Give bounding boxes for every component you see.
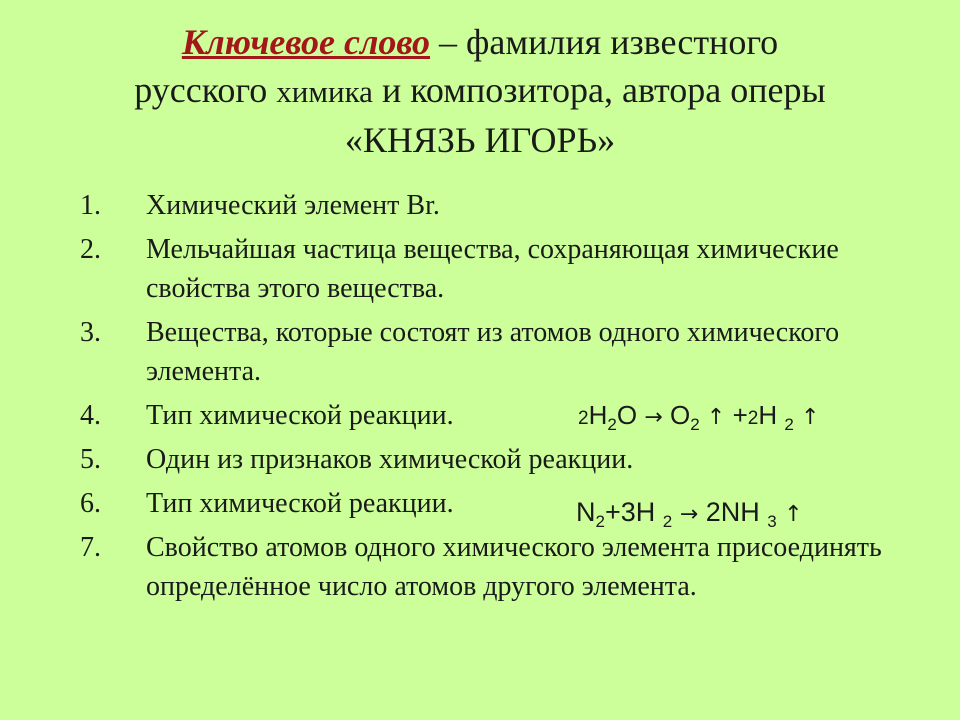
reaction-formula-decomposition <box>578 400 820 435</box>
item-number: 5. <box>80 444 101 475</box>
reaction-formula-synthesis <box>576 497 803 532</box>
gas-arrow-icon: ↑ <box>784 502 803 527</box>
slide-title <box>40 18 920 164</box>
item-text: Свойство атомов одного химического элемента присоединять определённое число атомов другого элемента. <box>146 532 882 602</box>
list-item <box>80 313 940 391</box>
title-line2-small: химика <box>276 74 373 109</box>
item-text: Мельчайшая частица вещества, сохраняющая химические свойства этого вещества. <box>146 234 839 304</box>
item-text: Химический элемент Br. <box>146 190 440 221</box>
subscript: 3 <box>767 512 777 531</box>
plus: + <box>732 400 748 430</box>
title-line1-rest: – фамилия известного <box>430 22 779 62</box>
symbol: 2NH <box>705 497 760 527</box>
list-item <box>80 484 940 523</box>
title-line3: «КНЯЗЬ ИГОРЬ» <box>344 120 616 160</box>
keyword-label: Ключевое слово <box>181 22 431 62</box>
subscript: 2 <box>690 415 700 434</box>
item-number: 7. <box>80 532 101 563</box>
plus: +3 <box>604 497 636 527</box>
symbol: N <box>576 497 596 527</box>
symbol: H <box>588 400 608 430</box>
question-list <box>80 186 940 611</box>
subscript: 2 <box>662 512 673 531</box>
symbol: O <box>669 400 691 430</box>
coefficient: 2 <box>747 408 759 429</box>
list-item <box>80 186 940 225</box>
item-text: Один из признаков химической реакции. <box>146 444 634 475</box>
symbol: H <box>635 497 656 527</box>
item-text: Вещества, которые состоят из атомов одного химического элемента. <box>146 317 840 387</box>
subscript: 2 <box>607 415 617 434</box>
symbol: H <box>758 400 778 430</box>
item-number: 4. <box>80 400 101 431</box>
list-item <box>80 440 940 479</box>
subscript: 2 <box>784 415 794 434</box>
item-number: 3. <box>80 317 101 348</box>
symbol: O <box>616 400 638 430</box>
coefficient: 2 <box>578 408 589 429</box>
reaction-arrow-icon: → <box>679 502 699 527</box>
title-line2-b: и композитора, автора оперы <box>372 70 826 110</box>
item-text: Тип химической реакции. <box>146 488 454 519</box>
item-text: Тип химической реакции. <box>146 400 454 431</box>
gas-arrow-icon: ↑ <box>706 405 726 430</box>
item-number: 1. <box>80 190 101 221</box>
item-number: 6. <box>80 488 101 519</box>
title-line2-a: русского <box>134 70 277 110</box>
list-item <box>80 230 940 308</box>
item-number: 2. <box>80 234 101 265</box>
reaction-arrow-icon: → <box>644 405 663 430</box>
subscript: 2 <box>595 512 605 531</box>
gas-arrow-icon: ↑ <box>801 405 820 430</box>
list-item <box>80 528 940 606</box>
